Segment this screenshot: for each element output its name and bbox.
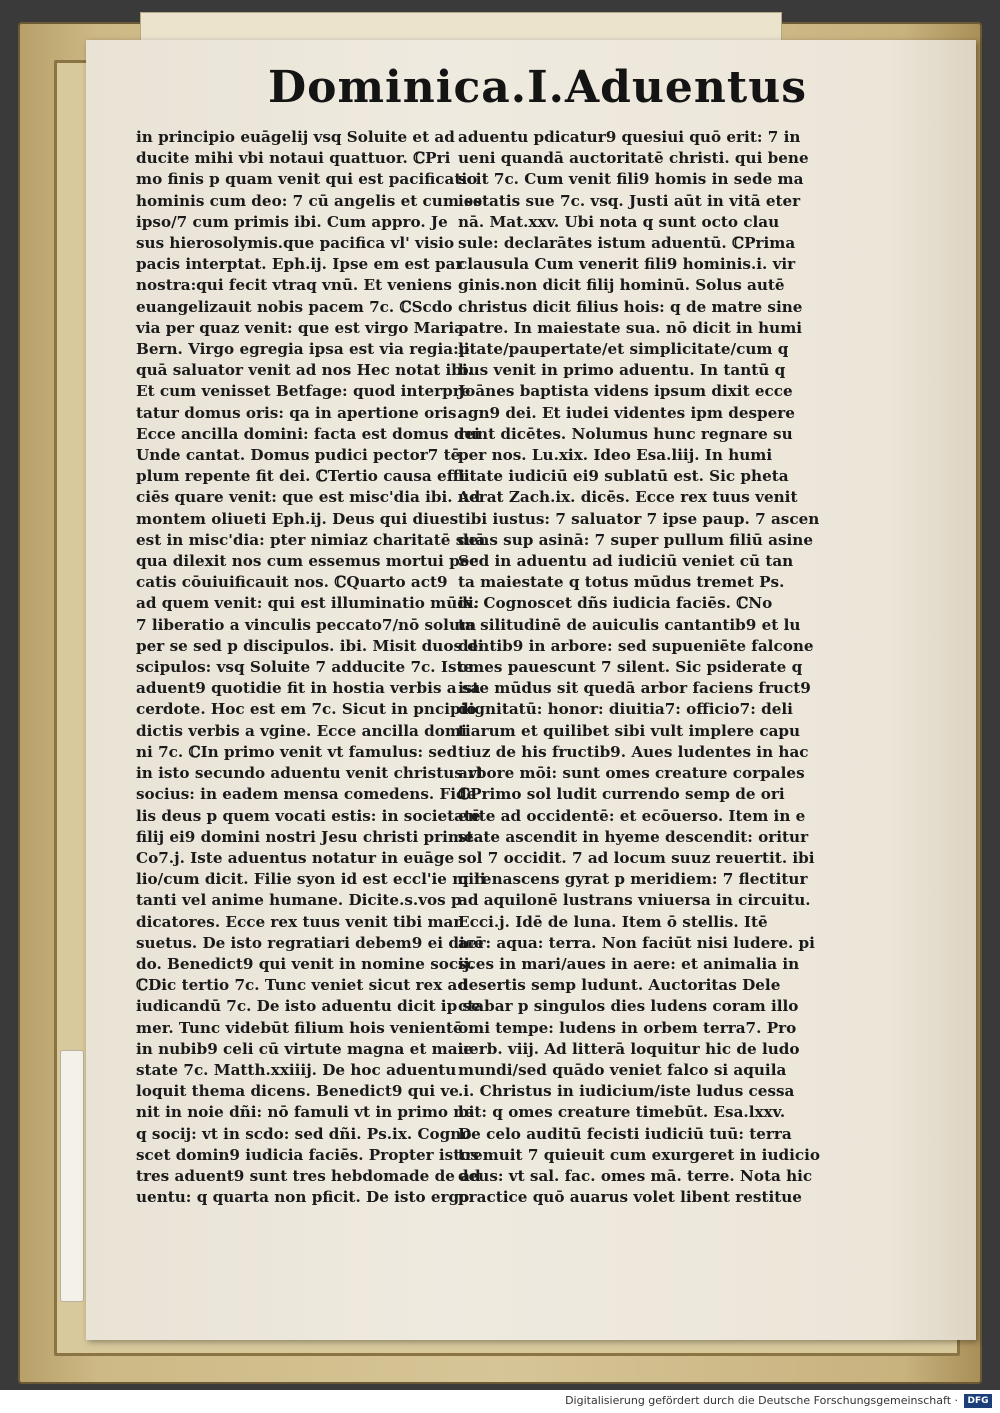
text-line: practice quō auarus volet libent restitue	[458, 1188, 802, 1207]
text-line: ad aquilonē lustrans vniuersa in circuitu.	[458, 891, 811, 910]
text-line: uerb. viij. Ad litterā loquitur hic de ludo	[458, 1039, 800, 1058]
text-line: lis deus p quem vocati estis: in societatē	[136, 806, 481, 825]
text-line: do. Benedict9 qui venit in nomine socij.	[136, 954, 475, 973]
text-line: tatur domus oris: qa in apertione oris.	[136, 403, 462, 422]
text-line: aer: aqua: terra. Non faciūt nisi ludere. pi	[458, 933, 815, 952]
text-line: tres aduent9 sunt tres hebdomade de ad	[136, 1166, 481, 1185]
text-line: via per quaz venit: que est virgo Maria	[136, 318, 464, 337]
text-line: dicatores. Ecce rex tuus venit tibi man	[136, 912, 465, 931]
text-line: sus hierosolymis.que pacifica vl' visio	[136, 234, 455, 253]
text-line: quā saluator venit ad nos Hec notat ibi.	[136, 361, 473, 380]
text-line: q renascens gyrat p meridiem: 7 flectitur	[458, 870, 808, 889]
text-line: runt dicētes. Nolumus hunc regnare su	[458, 424, 793, 443]
text-line: mundi/sed quādo veniet falco si aquila	[458, 1060, 787, 1079]
text-line: sule: declarātes istum aduentū. ℂPrima	[458, 234, 796, 253]
text-line: Co7.j. Iste aduentus notatur in euāge	[136, 848, 455, 867]
text-line: scet domin9 iudicia faciēs. Propter istos	[136, 1145, 479, 1164]
text-line: bit: q omes creature timebūt. Esa.lxxv.	[458, 1103, 786, 1122]
bookmark-slip	[60, 1050, 84, 1302]
text-line: tremuit 7 quieuit cum exurgeret in iudicio	[458, 1145, 821, 1164]
text-line: aduent9 quotidie fit in hostia verbis a sa	[136, 679, 481, 698]
text-line: dignitatū: honor: diuitia7: officio7: deli	[458, 700, 793, 719]
text-line: clausula Cum venerit fili9 hominis.i. vir	[458, 255, 796, 274]
text-line: aduentu pdicatur9 quesiui quō erit: 7 in	[458, 128, 801, 146]
text-line: ad quem venit: qui est illuminatio mūdi:	[136, 594, 480, 613]
text-line: ta maiestate q totus mūdus tremet Ps.	[458, 573, 785, 592]
text-line: scit 7c. Cum venit fili9 homis in sede ma	[458, 170, 804, 189]
text-line: pacis interptat. Eph.ij. Ipse em est par	[136, 255, 464, 274]
text-line: deus: vt sal. fac. omes mā. terre. Nota hic	[458, 1166, 813, 1185]
text-line: tibi iustus: 7 saluator 7 ipse paup. 7 ascen	[458, 509, 820, 528]
text-line: De celo auditū fecisti iudiciū tuū: terra	[458, 1124, 792, 1143]
text-line: ciēs quare venit: que est misc'dia ibi. Ad	[136, 488, 481, 507]
text-line: ℂDic tertio 7c. Tunc veniet sicut rex ad	[136, 976, 469, 995]
text-line: Ecci.j. Idē de luna. Item ō stellis. Itē	[458, 912, 768, 931]
text-line: per nos. Lu.xix. Ideo Esa.liij. In humi	[458, 446, 773, 465]
text-line: sces in mari/aues in aere: et animalia in	[458, 954, 800, 973]
text-line: socius: in eadem mensa comedens. Fide	[136, 785, 477, 804]
text-line: qua dilexit nos cum essemus mortui pec	[136, 552, 479, 571]
text-line: lio/cum dicit. Filie syon id est eccl'ie mili	[136, 870, 486, 889]
text-line: tiuz de his fructib9. Aues ludentes in hac	[458, 742, 809, 761]
funding-credit: Digitalisierung gefördert durch die Deutsche Forschungsgemeinschaft ·	[565, 1394, 958, 1407]
text-line: ueni quandā auctoritatē christi. qui bene	[458, 149, 809, 168]
text-line: mo finis p quam venit qui est pacificatio	[136, 170, 478, 189]
text-line: tiarum et quilibet sibi vult implere capu	[458, 721, 801, 740]
page-title: Dominica.I.Aduentus	[268, 62, 807, 113]
text-line: arbore mōi: sunt omes creature corpales	[458, 764, 805, 783]
text-line: Unde cantat. Domus pudici pector7 tē	[136, 446, 461, 465]
text-line: in isto secundo aduentu venit christus vt	[136, 764, 484, 783]
text-line: christus dicit filius hois: q de matre sine	[458, 297, 803, 316]
left-text-column	[136, 127, 486, 1208]
text-line: ente ad occidentē: et ecōuerso. Item in e	[458, 806, 806, 825]
text-line: Ecce ancilla domini: facta est domus dei	[136, 424, 480, 443]
right-text-column	[458, 127, 821, 1208]
text-line: nostra:qui fecit vtraq vnū. Et veniens	[136, 276, 452, 295]
text-line: patre. In maiestate sua. nō dicit in humi	[458, 318, 803, 337]
text-line: agn9 dei. Et iudei videntes ipm despere	[458, 403, 795, 422]
text-line: in nubib9 celi cū virtute magna et maie	[136, 1039, 473, 1058]
text-line: Bern. Virgo egregia ipsa est via regia:p	[136, 340, 470, 359]
text-line: omi tempe: ludens in orbem terra7. Pro	[458, 1018, 797, 1037]
text-line: catis cōuiuificauit nos. ℂQuarto act9	[136, 573, 448, 592]
text-line: euangelizauit nobis pacem 7c. ℂScdo	[136, 297, 453, 316]
text-line: 7 liberatio a vinculis peccato7/nō solum	[136, 615, 477, 634]
text-line: mer. Tunc videbūt filium hois venientē	[136, 1018, 463, 1037]
text-line: scipulos: vsq Soluite 7 adducite 7c. Iste	[136, 658, 474, 677]
text-line: bus venit in primo aduentu. In tantū q	[458, 361, 786, 380]
text-line: nā. Mat.xxv. Ubi nota q sunt octo clau	[458, 212, 780, 231]
text-line: ipso/7 cum primis ibi. Cum appro. Je	[136, 212, 448, 231]
text-line: plum repente fit dei. ℂTertio causa effi	[136, 467, 465, 486]
text-line: Et cum venisset Betfage: quod interpre	[136, 382, 471, 401]
text-line: sol 7 occidit. 7 ad locum suuz reuertit. ibi	[458, 848, 815, 867]
dfg-logo-icon: DFG	[964, 1394, 992, 1408]
text-line: iste mūdus sit quedā arbor faciens fruct9	[458, 679, 811, 698]
text-line: .i. Christus in iudicium/iste ludus cessa	[458, 1082, 795, 1101]
text-line: filij ei9 domini nostri Jesu christi prime.	[136, 827, 479, 846]
text-line: nit in noie dñi: nō famuli vt in primo ne	[136, 1103, 475, 1122]
text-line: montem oliueti Eph.ij. Deus qui diues	[136, 509, 459, 528]
text-line: iudicandū 7c. De isto aduentu dicit ip se	[136, 997, 481, 1016]
text-line: loquit thema dicens. Benedict9 qui ve	[136, 1082, 459, 1101]
text-line: litate iudiciū ei9 sublatū est. Sic pheta	[458, 467, 789, 486]
text-line: uerat Zach.ix. dicēs. Ecce rex tuus venit	[458, 488, 798, 507]
text-line: Sed in aduentu ad iudiciū veniet cū tan	[458, 552, 794, 571]
text-line: hominis cum deo: 7 cū angelis et cum se	[136, 191, 483, 210]
text-line: state 7c. Matth.xxiiij. De hoc aduentu	[136, 1060, 457, 1079]
text-line: Joānes baptista videns ipsum dixit ecce	[458, 382, 793, 401]
text-line: per se sed p discipulos. ibi. Misit duos di	[136, 636, 484, 655]
text-line: q socij: vt in scdo: sed dñi. Ps.ix. Cogno	[136, 1124, 472, 1143]
text-line: ni 7c. ℂIn primo venit vt famulus: sed	[136, 742, 458, 761]
text-line: dentib9 in arbore: sed supueniēte falcone	[458, 636, 814, 655]
text-line: state ascendit in hyeme descendit: oritur	[458, 827, 809, 846]
text-line: est in misc'dia: pter nimiaz charitatē suā	[136, 530, 486, 549]
text-line: uentu: q quarta non pficit. De isto ergo	[136, 1188, 470, 1207]
text-line: suetus. De isto regratiari debem9 ei dicē	[136, 933, 484, 952]
text-line: ta silitudinē de auiculis cantantib9 et lu	[458, 615, 801, 634]
text-line: ginis.non dicit filij hominū. Solus autē	[458, 276, 785, 295]
text-line: ctabar p singulos dies ludens coram illo	[458, 997, 799, 1016]
text-line: iestatis sue 7c. vsq. Justi aūt in vitā eter	[458, 191, 801, 210]
text-line: ix. Cognoscet dñs iudicia faciēs. ℂNo	[458, 594, 773, 613]
text-line: ducite mihi vbi notaui quattuor. ℂPri	[136, 149, 451, 168]
text-line: dens sup asinā: 7 super pullum filiū asine	[458, 530, 813, 549]
text-line: litate/paupertate/et simplicitate/cum q	[458, 340, 789, 359]
footer-bar	[0, 1390, 1000, 1413]
text-line: ℂPrimo sol ludit currendo semp de ori	[458, 785, 785, 804]
text-line: omes pauescunt 7 silent. Sic psiderate q	[458, 658, 803, 677]
text-line: tanti vel anime humane. Dicite.s.vos p	[136, 891, 462, 910]
text-line: dictis verbis a vgine. Ecce ancilla domi	[136, 721, 467, 740]
text-line: desertis semp ludunt. Auctoritas Dele	[458, 976, 781, 995]
text-line: cerdote. Hoc est em 7c. Sicut in pncipio	[136, 700, 477, 719]
text-line: in principio euāgelij vsq Soluite et ad	[136, 128, 455, 146]
